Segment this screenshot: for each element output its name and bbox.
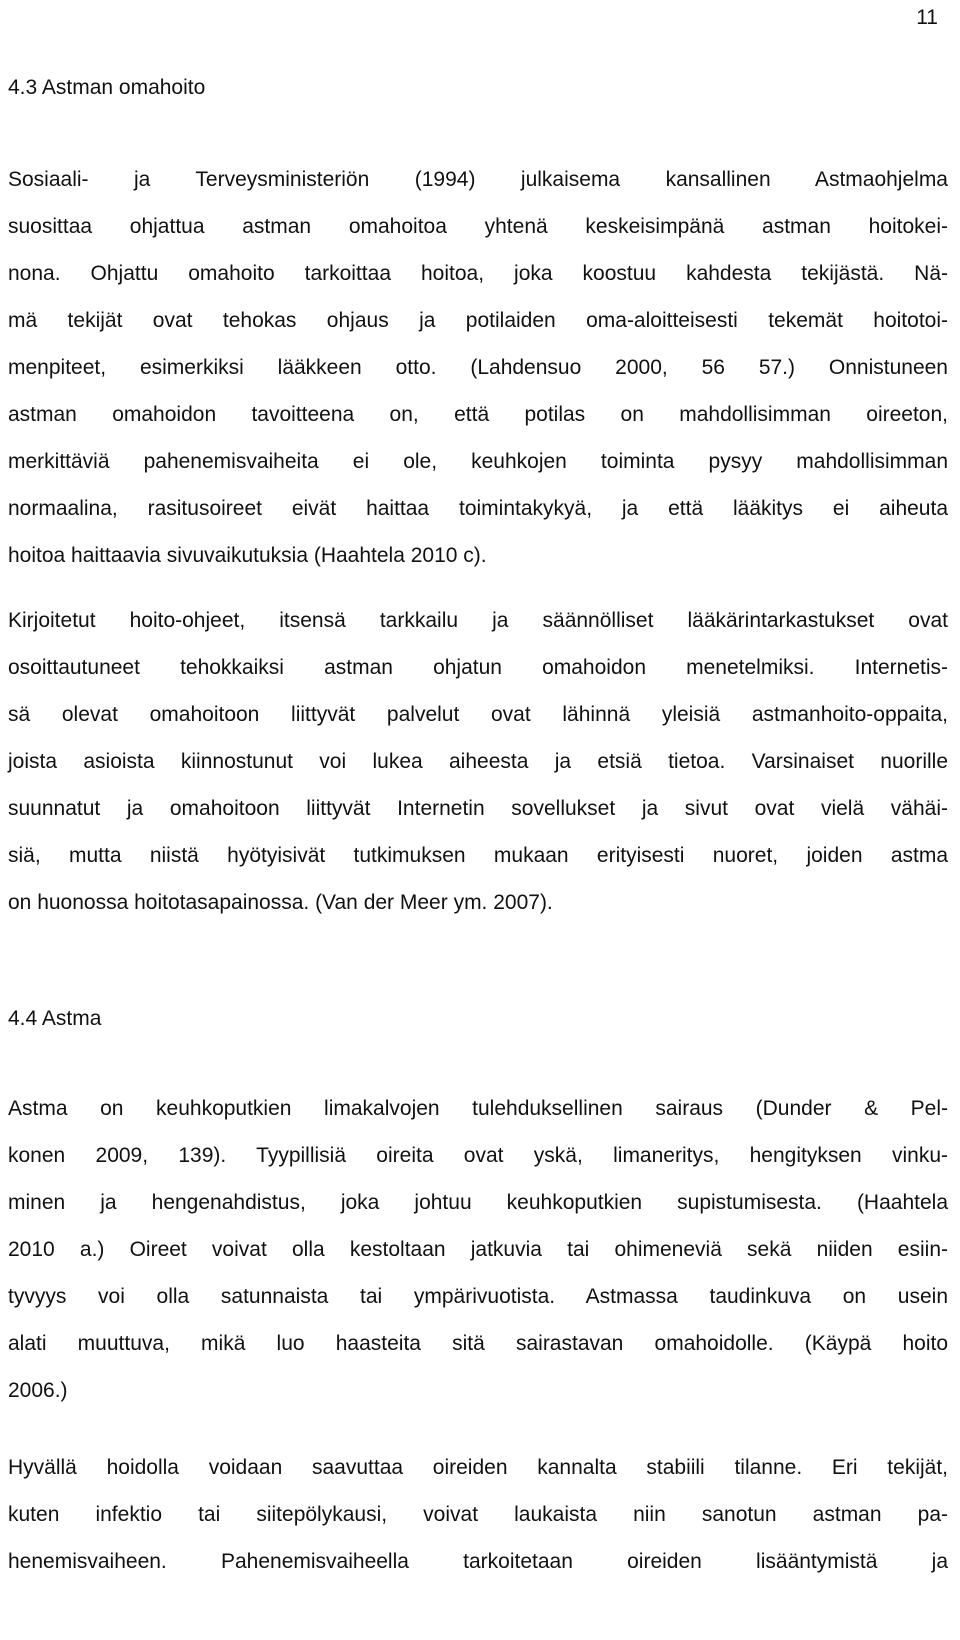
text-line: minen ja hengenahdistus, joka johtuu keuhkoputkien supistumisesta. (Haahtela [8,1191,948,1214]
text-line: Astma on keuhkoputkien limakalvojen tulehduksellinen sairaus (Dunder & Pel- [8,1097,948,1120]
text-line: konen 2009, 139). Tyypillisiä oireita ovat yskä, limaneritys, hengityksen vinku- [8,1144,948,1167]
text-line: osoittautuneet tehokkaiksi astman ohjatun omahoidon menetelmiksi. Internetis- [8,656,948,679]
text-line: suosittaa ohjattua astman omahoitoa yhtenä keskeisimpänä astman hoitokei- [8,215,948,238]
text-line: joista asioista kiinnostunut voi lukea aiheesta ja etsiä tietoa. Varsinaiset nuorille [8,750,948,773]
page-number: 11 [916,6,938,29]
text-line: hoitoa haittaavia sivuvaikutuksia (Haahtela 2010 c). [8,544,487,567]
text-line: henemisvaiheen. Pahenemisvaiheella tarkoitetaan oireiden lisääntymistä ja [8,1550,948,1573]
text-line: kuten infektio tai siitepölykausi, voivat laukaista niin sanotun astman pa- [8,1503,948,1526]
text-line: normaalina, rasitusoireet eivät haittaa toimintakykyä, ja että lääkitys ei aiheuta [8,497,948,520]
text-line: 2010 a.) Oireet voivat olla kestoltaan jatkuvia tai ohimeneviä sekä niiden esiin- [8,1238,948,1261]
section-heading-4-4: 4.4 Astma [8,1007,102,1030]
text-line: alati muuttuva, mikä luo haasteita sitä sairastavan omahoidolle. (Käypä hoito [8,1332,948,1355]
paragraph-astma-1 [8,1093,948,1422]
text-line: 2006.) [8,1379,68,1402]
text-line: suunnatut ja omahoitoon liittyvät Internetin sovellukset ja sivut ovat vielä vähäi- [8,797,948,820]
paragraph-astma-2 [8,1452,948,1593]
text-line: tyvyys voi olla satunnaista tai ympärivuotista. Astmassa taudinkuva on usein [8,1285,948,1308]
text-line: merkittäviä pahenemisvaiheita ei ole, keuhkojen toiminta pysyy mahdollisimman [8,450,948,473]
text-line: siä, mutta niistä hyötyisivät tutkimuksen mukaan erityisesti nuoret, joiden astma [8,844,948,867]
paragraph-omahoito-1 [8,164,948,587]
text-line: sä olevat omahoitoon liittyvät palvelut ovat lähinnä yleisiä astmanhoito-oppaita, [8,703,948,726]
text-line: astman omahoidon tavoitteena on, että potilas on mahdollisimman oireeton, [8,403,948,426]
section-heading-4-3: 4.3 Astman omahoito [8,76,206,99]
paragraph-omahoito-2 [8,605,948,934]
text-line: on huonossa hoitotasapainossa. (Van der Meer ym. 2007). [8,891,553,914]
text-line: nona. Ohjattu omahoito tarkoittaa hoitoa, joka koostuu kahdesta tekijästä. Nä- [8,262,948,285]
text-line: Sosiaali- ja Terveysministeriön (1994) julkaisema kansallinen Astmaohjelma [8,168,948,191]
text-line: Kirjoitetut hoito-ohjeet, itsensä tarkkailu ja säännölliset lääkärintarkastukset ovat [8,609,948,632]
text-line: Hyvällä hoidolla voidaan saavuttaa oireiden kannalta stabiili tilanne. Eri tekijät, [8,1456,948,1479]
text-line: menpiteet, esimerkiksi lääkkeen otto. (Lahdensuo 2000, 56 57.) Onnistuneen [8,356,948,379]
text-line: mä tekijät ovat tehokas ohjaus ja potilaiden oma-aloitteisesti tekemät hoitotoi- [8,309,948,332]
